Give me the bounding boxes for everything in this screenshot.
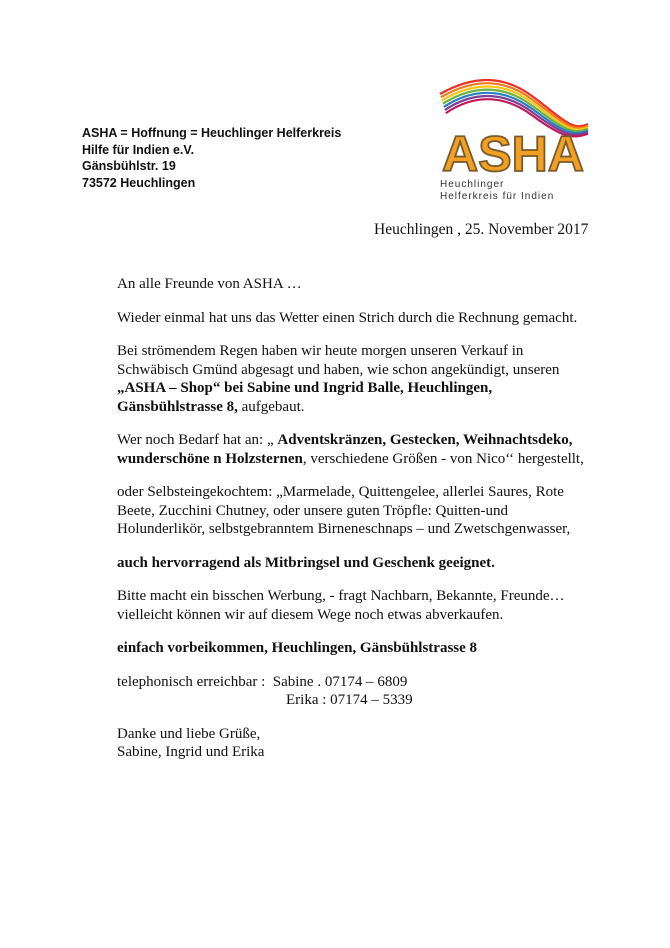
logo-tagline-1: Heuchlinger <box>440 179 505 190</box>
letter-date: Heuchlingen , 25. November 2017 <box>374 221 589 238</box>
logo-tagline-2: Helferkreis für Indien <box>440 191 555 201</box>
sender-city: 73572 Heuchlingen <box>82 175 196 190</box>
paragraph-6: Bitte macht ein bisschen Werbung, - fragt Nachbarn, Bekannte, Freunde… vielleicht können wir auf diesem Wege noch etwas abverkaufen. <box>117 588 565 623</box>
paragraph-4: oder Selbsteingekochtem: „Marmelade, Quittengelee, allerlei Saures, Rote Beete, Zucchini Chutney, oder unsere guten Tröpfle: Quitten-und Holunderlikör, selbstgebranntem Birneneschnaps – und Zwetschgenwasser, <box>117 484 571 537</box>
asha-logo <box>432 76 592 201</box>
shop-address: „ASHA – Shop“ bei Sabine und Ingrid Balle, Heuchlingen, Gänsbühlstrasse 8, <box>117 380 493 415</box>
paragraph-3: Wer noch Bedarf hat an: „ Adventskränzen, Gestecken, Weihnachtsdeko, wunderschöne n Holzsternen, verschiedene Größen - von Nico‘‘ hergestellt, <box>117 432 584 467</box>
paragraph-5: auch hervorragend als Mitbringsel und Geschenk geeignet. <box>117 554 495 571</box>
sender-street: Gänsbühlstr. 19 <box>82 159 176 173</box>
paragraph-1: Wieder einmal hat uns das Wetter einen Strich durch die Rechnung gemacht. <box>117 309 578 326</box>
closing-line: Danke und liebe Grüße, <box>117 725 261 742</box>
phone-sabine: telephonisch erreichbar : Sabine . 07174 – 6809 <box>117 673 408 690</box>
paragraph-7: einfach vorbeikommen, Heuchlingen, Gänsbühlstrasse 8 <box>117 640 478 656</box>
letter-body <box>117 275 597 762</box>
sender-subtitle: Hilfe für Indien e.V. <box>82 142 195 157</box>
logo-wordmark: ASHA <box>442 126 584 182</box>
phone-erika: Erika : 07174 – 5339 <box>286 692 413 708</box>
product-list: Adventskränzen, Gestecken, Weihnachtsdeko, wunderschöne n Holzsternen <box>117 432 573 467</box>
greeting: An alle Freunde von ASHA … <box>117 276 302 292</box>
paragraph-2: Bei strömendem Regen haben wir heute morgen unseren Verkauf in Schwäbisch Gmünd abgesagt und haben, wie schon angekündigt, unseren „ASHA – Shop“ bei Sabine und Ingrid Balle, Heuchlingen, Gänsbühlstrasse 8, aufgebaut. <box>117 343 560 415</box>
sender-address <box>82 125 341 191</box>
sender-name: ASHA = Hoffnung = Heuchlinger Helferkreis <box>82 126 342 140</box>
signature-names: Sabine, Ingrid und Erika <box>117 744 265 760</box>
